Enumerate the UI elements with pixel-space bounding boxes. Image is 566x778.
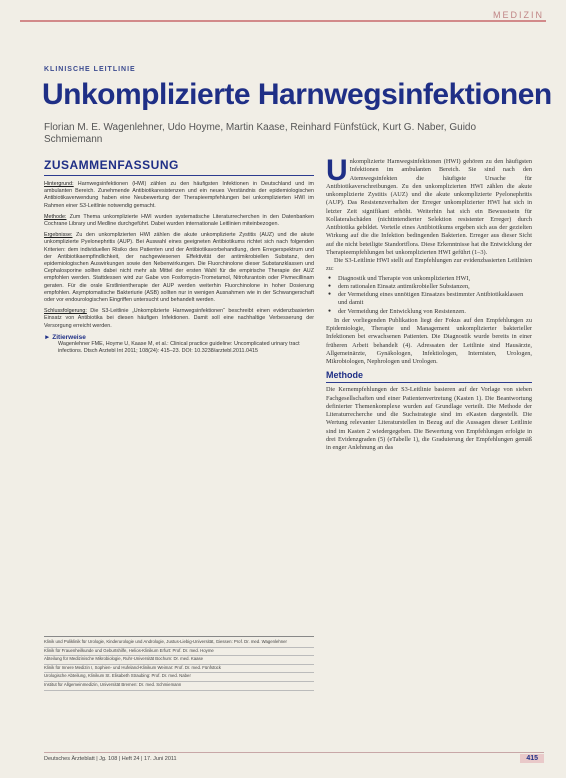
aims-list (326, 275, 532, 316)
label-background: Hintergrund: (44, 181, 74, 187)
text-conclusion: Die S3-Leitlinie „Unkomplizierte Harnwegsinfektionen“ beschreibt einen evidenzbasierten Einsatz von Antibiotika bei diesen häufigen Infektionen. Damit soll eine nachhaltige Verbesserung der Versorgung erreicht werden. (44, 308, 314, 329)
citation-heading (44, 334, 314, 341)
label-results: Ergebnisse: (44, 232, 73, 239)
intro-text: nkomplizierte Harnwegsinfektionen (HWI) gehören zu den häufigsten Infektionen im ambulanten Bereich. Sie sind nach den Atemwegsinfekten die häufigste Ursache für Antibiotikaverschreibungen. Zu den unkomplizierten HWI zählen die akute unkomplizierte Zystitis (AUZ) und die akute unkomplizierte Pyelonephritis (AUP). Das Resistenzverhalten der Erreger unkomplizierter HWI hat sich in letzter Zeit signifikant erhöht. Weiterhin hat sich ein Bewusstsein für Kollateralschäden (nichtintendierter Selektion resistenter Erreger) durch Antibiotika gebildet. Vorteile eines Antibiotikums ergeben sich aus der gezielten Wirkung auf die die Infektion bedingenden Bakterien. Erreger aus dieser Sicht auf die nicht beteiligte Standortflora. Diese Erkenntnisse hat die Entwicklung der Therapieempfehlungen bei unkomplizierten HWI geführt (1–3). (326, 158, 532, 256)
affiliation-item: Klinik für Innere Medizin I, Sophien- und Hufeland-Klinikum Weimar: Prof. Dr. med. Fünfstück (44, 665, 314, 674)
list-item: ● dem rationalen Einsatz antimikrobieller Substanzen, (326, 283, 532, 291)
affiliation-item: Urologische Abteilung, Klinikum St. Elisabeth Straubing: Prof. Dr. med. Naber (44, 673, 314, 682)
summary-background (44, 181, 314, 210)
affiliation-item: Klinik und Poliklinik für Urologie, Kinderurologie und Andrologie, Justus-Liebig-Universität, Giessen: Prof. Dr. med. Wagenlehner (44, 639, 314, 648)
article-title: Unkomplizierte Harnwegsinfektionen (42, 78, 552, 111)
drop-cap: U (326, 154, 348, 187)
section-tag: MEDIZIN (493, 10, 544, 20)
affiliation-item: Institut für Allgemeinmedizin, Universität Bremen: Dr. med. Schmiemann (44, 682, 314, 691)
list-item: ● der Vermeidung der Entwicklung von Resistenzen. (326, 308, 532, 316)
citation-text: Wagenlehner FME, Hoyme U, Kaase M, et al.: Clinical practice guideline: Uncomplicated urinary tract infections. Dtsch Arztebl Int 2011; 108(24): 415–23. DOI: 10.3238/arztebl.2011.0415 (58, 340, 300, 354)
summary-results (44, 232, 314, 304)
label-method: Methode: (44, 213, 67, 220)
kicker: KLINISCHE LEITLINIE (44, 66, 136, 73)
label-conclusion: Schlussfolgerung: (44, 308, 87, 315)
body-column (326, 154, 532, 452)
list-item: ● Diagnostik und Therapie von unkomplizierten HWI, (326, 275, 532, 283)
summary-heading: ZUSAMMENFASSUNG (44, 158, 179, 172)
body-paragraph-intro (326, 154, 532, 257)
text-background: Harnwegsinfektionen (HWI) zählen zu den häufigsten Infektionen in Deutschland und im ambulanten Bereich. Zunehmende Antibiotikaresistenzen und ein neues Verständnis der epidemiologischen Antibiotikaverwendung haben eine Neubewertung der Therapieempfehlungen bei unkomplizierten HWI im Rahmen einer S3-Leitlinie notwendig gemacht. (44, 181, 315, 209)
footer-rule (44, 752, 544, 753)
citation-label: Zitierweise (52, 333, 86, 341)
affiliation-item: Abteilung für Medizinische Mikrobiologie, Ruhr-Universität Bochum: Dr. med. Kaase (44, 656, 314, 665)
body-paragraph: Die S3-Leitlinie HWI stellt auf Empfehlungen zur evidenzbasierten Leitlinien zu: (326, 257, 532, 273)
body-paragraph: In der vorliegenden Publikation liegt der Fokus auf den Empfehlungen zu Epidemiologie, Therapie und Management unkomplizierter bakterieller Infektionen bei erwachsenen Patienten. Die Diagnostik wurde bereits in einer früheren Arbeit behandelt (4). Adressaten der Leitlinie sind Hausärzte, Allgemeinärzte, Gynäkologen, Infektiologen, Internisten, Urologen, Mikrobiologen, Nephrologen und Urologen. (326, 316, 532, 365)
list-item: ● der Vermeidung eines unnötigen Einsatzes bestimmter Antibiotikaklassen und damit (326, 291, 532, 308)
header-rule (20, 20, 546, 22)
journal-info: Deutsches Ärzteblatt | Jg. 108 | Heft 24 | 17. Juni 2011 (44, 756, 177, 762)
summary-box (44, 158, 314, 355)
summary-conclusion (44, 308, 314, 330)
method-heading: Methode (326, 370, 363, 381)
affiliations-rule (44, 636, 314, 637)
summary-rule (44, 175, 314, 176)
page-footer (44, 752, 544, 768)
body-paragraph: Die Kernempfehlungen der S3-Leitlinie basieren auf der Vorlage von sieben Fachgesellschaften und einer Patientenvertretung (Kasten 1). Die Beantwortung definierter Themenkomplexe wurden auf Grundlage verteilt. Die Methode der Literaturrecherche und die Suchstrategie sind im eKasten dargestellt. Die Wertung relevanter Literaturstellen in Bezug auf die Aussagen dieser Leitlinie sind im Kasten 2 wiedergegeben. Die Bewertung von Empfehlungen erfolgte in drei Evidenzgraden (5) (eTabelle 1), die Graduierung der Empfehlungen gemäß in enger Anlehnung an das (326, 386, 532, 451)
text-results: Zu den unkomplizierten HWI zählen die akute unkomplizierte Zystitis (AUZ) und die akute unkomplizierte Pyelonephritis (AUP). Bei Auswahl eines geeigneten Antibiotikums richtet sich nach folgenden Kriterien: dem individuellen Risiko des Patienten und der Antibiotikavorbehandlung, dem Erregerspektrum und der Antibiotikaempfindlichkeit, der nachgewiesenen Effektivität der antimikrobiellen Substanz, den epidemiologischen Auswirkungen sowie den Nebenwirkungen. Die Fluorchinolone dieser Substanzklassen und Cephalosporine sollten dabei nicht mehr als Mittel der ersten Wahl für die empirische Therapie der AUZ empfohlen werden. Stattdessen wird zur Gabe von Fosfomycin-Trometamol, Nitrofurantoin oder Pivmecillinam geraten. Für die orale Erstlinientherapie der AUP werden weiterhin Fluorchinolone in hoher Dosierung empfohlen. Asymptomatische Bakteriurie (ASB) sollten nur in wenigen Ausnahmen wie in der Schwangerschaft oder vor endourologischen Eingriffen untersucht und behandelt werden. (44, 232, 314, 304)
text-method: Zum Thema unkomplizierte HWI wurden systematische Literaturrecherchen in den Datenbanken Cochrane Library und Medline durchgeführt. Dabei wurden internationale Leitlinien miteinbezogen. (44, 213, 315, 228)
author-list: Florian M. E. Wagenlehner, Udo Hoyme, Martin Kaase, Reinhard Fünfstück, Kurt G. Naber, Guido Schmiemann (44, 122, 477, 145)
affiliation-item: Klinik für Frauenheilkunde und Geburtshilfe, Helios-Klinikum Erfurt: Prof. Dr. med. Hoyme (44, 648, 314, 657)
summary-method (44, 214, 314, 228)
page-number: 415 (520, 754, 544, 763)
arrow-icon: ► (44, 333, 51, 341)
affiliations (44, 636, 314, 691)
method-rule (326, 382, 532, 383)
